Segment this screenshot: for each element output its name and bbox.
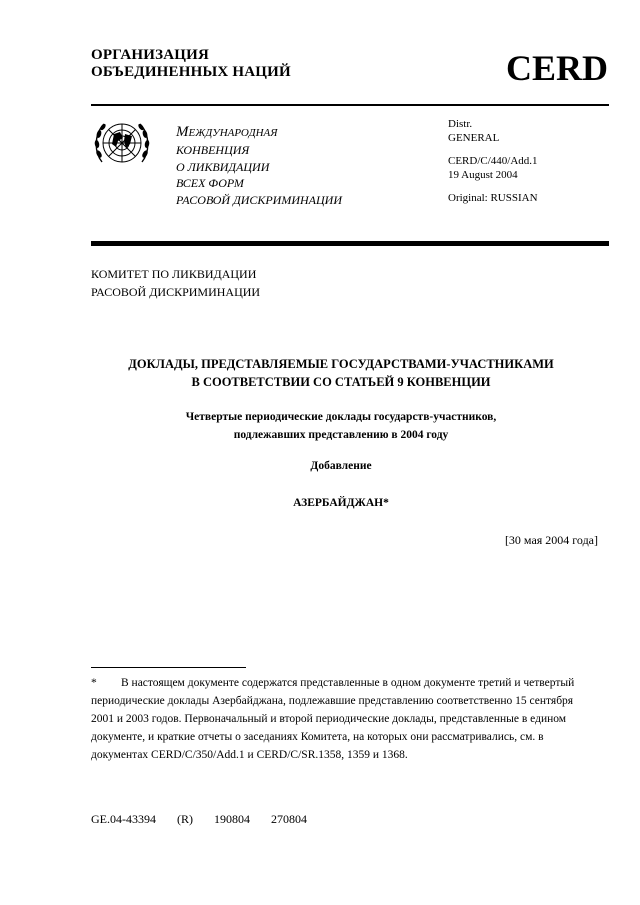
- convention-line-5: РАСОВОЙ ДИСКРИМИНАЦИИ: [176, 192, 343, 207]
- title-line-2: В СООТВЕТСТВИИ СО СТАТЬЕЙ 9 КОНВЕНЦИИ: [191, 375, 491, 389]
- doc-code: GE.04-43394: [91, 812, 156, 826]
- convention-line-1: Международная: [176, 124, 278, 140]
- distribution-block: [448, 117, 538, 205]
- distr-symbol: CERD/C/440/Add.1: [448, 155, 538, 167]
- distr-label: Distr.: [448, 118, 473, 130]
- document-title: [91, 355, 591, 391]
- convention-line-4: ВСЕХ ФОРМ: [176, 176, 244, 190]
- un-emblem-icon: [92, 114, 152, 174]
- distr-original: Original: RUSSIAN: [448, 192, 538, 204]
- footnote-mark: *: [91, 677, 97, 689]
- header-thick-rule: [91, 241, 609, 246]
- footnote: [91, 674, 577, 764]
- committee-name: [91, 265, 260, 301]
- footnote-rule: [91, 667, 246, 668]
- title-line-1: ДОКЛАДЫ, ПРЕДСТАВЛЯЕМЫЕ ГОСУДАРСТВАМИ-УЧАСТНИКАМИ: [128, 357, 554, 371]
- document-symbol-large: CERD: [505, 48, 608, 88]
- subtitle-line-2: подлежавших представлению в 2004 году: [233, 429, 449, 441]
- footnote-text: В настоящем документе содержатся представленные в одном документе третий и четвертый периодические доклады Азербайджана, подлежавшие представлению соответственно 15 сентября 2001 и 2003 годов. Первоначальный и второй периодические доклады, представленные в едином документе, и краткие отчеты о заседаниях Комитета, на которых они рассматривались, см. в документах CERD/C/350/Add.1 и CERD/C/SR.1358, 1359 и 1368.: [91, 677, 575, 761]
- doc-date-1: 190804: [214, 812, 250, 826]
- committee-line-1: КОМИТЕТ ПО ЛИКВИДАЦИИ: [91, 267, 257, 281]
- convention-line-3: О ЛИКВИДАЦИИ: [176, 159, 270, 174]
- distr-general: GENERAL: [448, 132, 500, 144]
- addendum-label: Добавление: [310, 460, 372, 472]
- committee-line-2: РАСОВОЙ ДИСКРИМИНАЦИИ: [91, 285, 261, 299]
- doc-date-2: 270804: [271, 812, 307, 826]
- document-subtitle: [91, 408, 591, 444]
- org-line-2: ОБЪЕДИНЕННЫХ НАЦИЙ: [91, 64, 291, 80]
- report-date: [30 мая 2004 года]: [504, 533, 598, 547]
- org-line-1: ОРГАНИЗАЦИЯ: [91, 47, 210, 63]
- convention-title: [176, 122, 342, 208]
- convention-line-2: КОНВЕНЦИЯ: [176, 143, 250, 157]
- document-number: [91, 812, 325, 827]
- country-name: АЗЕРБАЙДЖАН*: [293, 497, 389, 509]
- subtitle-line-1: Четвертые периодические доклады государств-участников,: [185, 411, 497, 423]
- doc-lang: (R): [177, 812, 193, 826]
- distr-date: 19 August 2004: [448, 169, 518, 181]
- organization-name: [91, 47, 291, 81]
- header-rule: [91, 104, 609, 106]
